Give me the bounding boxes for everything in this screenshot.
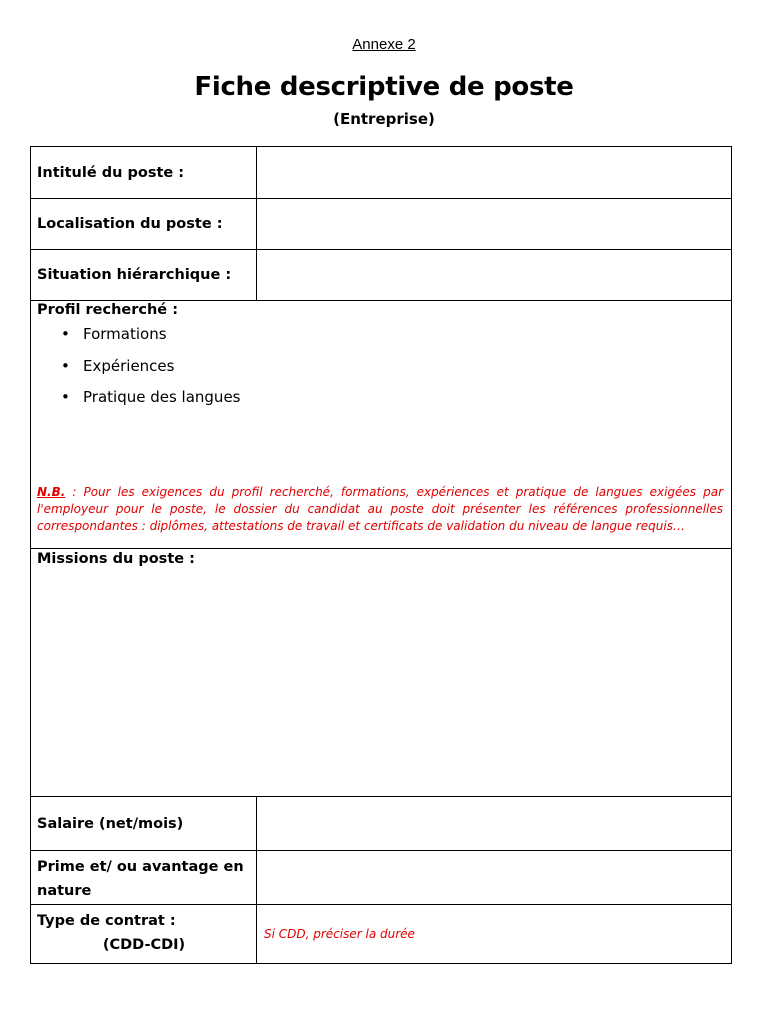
label-localisation: Localisation du poste :	[31, 199, 257, 249]
label-prime	[31, 851, 257, 904]
job-description-form	[30, 146, 732, 964]
label-prime-line1: Prime et/ ou avantage en	[37, 859, 244, 875]
bullet-icon: •	[61, 325, 70, 343]
list-item: • Pratique des langues	[61, 388, 241, 406]
row-intitule	[31, 147, 731, 199]
field-prime[interactable]	[257, 851, 731, 904]
row-profil[interactable]	[31, 301, 731, 549]
nb-note	[37, 484, 723, 535]
row-prime	[31, 851, 731, 905]
field-contrat[interactable]	[257, 905, 731, 963]
row-localisation	[31, 199, 731, 250]
bullet-icon: •	[61, 388, 70, 406]
nb-title: N.B.	[37, 485, 66, 499]
field-localisation[interactable]	[257, 199, 731, 249]
label-salaire: Salaire (net/mois)	[31, 797, 257, 850]
label-profil: Profil recherché :	[37, 302, 178, 318]
label-prime-line2: nature	[37, 883, 92, 899]
row-situation	[31, 250, 731, 301]
nb-text: : Pour les exigences du profil recherché, formations, expériences et pratique de langues exigées par l'employeur pour le poste, le dossier du candidat au poste doit présenter les références professionnelles correspondantes : diplômes, attestations de travail et certificats de validation du niveau de langue requis…	[37, 485, 723, 533]
label-contrat-line2: (CDD-CDI)	[102, 937, 186, 953]
page-subtitle: (Entreprise)	[333, 110, 435, 128]
label-contrat-line1: Type de contrat :	[37, 913, 176, 929]
label-contrat	[31, 905, 257, 963]
page-title: Fiche descriptive de poste	[194, 72, 574, 102]
field-intitule[interactable]	[257, 147, 731, 198]
bullet-icon: •	[61, 356, 70, 375]
label-intitule: Intitulé du poste :	[31, 147, 257, 198]
row-missions[interactable]	[31, 549, 731, 797]
annex-label: Annexe 2	[352, 36, 416, 53]
field-salaire[interactable]	[257, 797, 731, 850]
row-contrat	[31, 905, 731, 963]
profil-list	[61, 323, 241, 418]
field-situation[interactable]	[257, 250, 731, 300]
list-item: • Formations	[61, 325, 167, 343]
contrat-note: Si CDD, préciser la durée	[264, 927, 415, 941]
label-situation: Situation hiérarchique :	[31, 250, 257, 300]
row-salaire	[31, 797, 731, 851]
list-item: • Expériences	[61, 356, 175, 375]
label-missions: Missions du poste :	[37, 551, 195, 567]
